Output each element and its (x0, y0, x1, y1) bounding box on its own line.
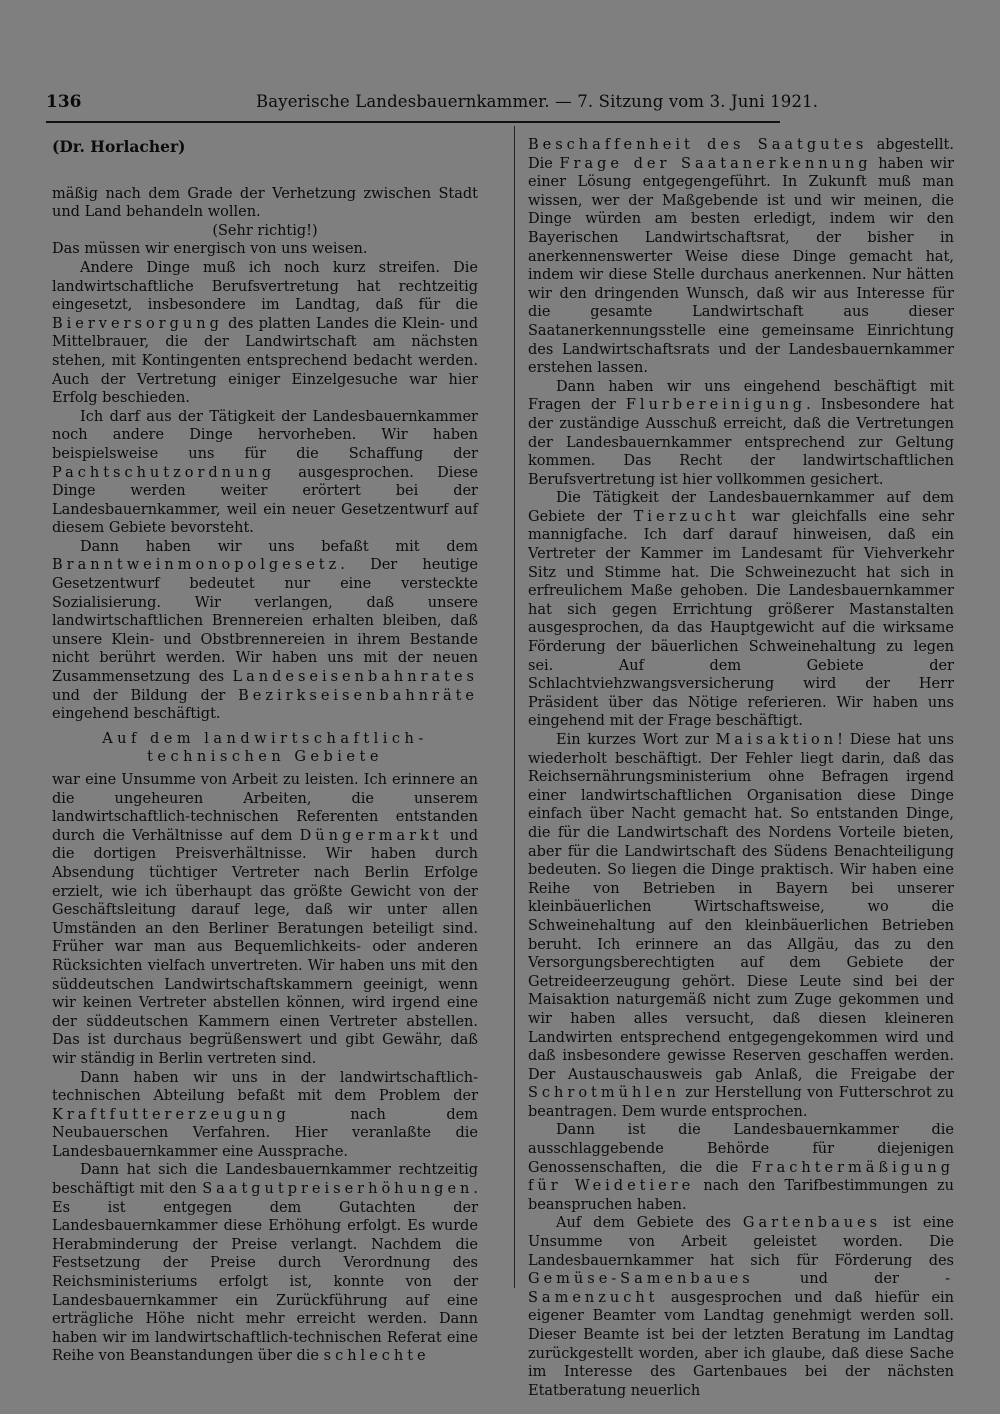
text-run: Ich darf aus der Tätigkeit der Landesbauernkammer noch andere Dinge hervorheben. Wir haben beispielsweise uns für die Schaffung der (52, 408, 478, 462)
text-run: zur Herstellung von Futterschrot zu beantragen. Dem wurde entsprochen. (528, 1085, 954, 1120)
page-header (46, 92, 819, 120)
text-run: haben wir einer Lösung entgegengeführt. In Zukunft muß man wissen, wer der Maßgebende ist und wir meinen, die Dinge würden am besten erledigt, indem wir den Bayerischen Landwirtschaftsrat, der bisher in anerkennenswerter Weise diese Dinge gemacht hat, indem wir diese Stelle durchaus anerkennen. Nur hätten wir den dringenden Wunsch, daß wir aus Interesse für die gesamte Landwirtschaft aus dieser Saatanerkennungsstelle eine gemeinsame Einrichtung des Landwirtschaftsrats und der Landesbauernkammer erstehen lassen. (528, 155, 955, 377)
text-run: des platten Landes die Klein- und Mittelbrauer, die der Landwirtschaft am nächsten stehen, mit Kontingenten entsprechend bedacht werden. Auch der Vertretung einiger Einzelgesuche war hier Erfolg beschieden. (52, 315, 478, 407)
paragraph (52, 771, 478, 1069)
paragraph (528, 378, 954, 490)
paragraph (528, 731, 954, 1121)
text-run: war eine Unsumme von Arbeit zu leisten. Ich erinnere an die ungeheuren Arbeiten, die unserem landwirtschaftlich-technischen Referenten entstanden durch die Verhältnisse auf dem (52, 772, 478, 844)
text-run: nach dem Neubauerschen Verfahren. Hier veranlaßte die Landesbauernkammer eine Aussprache. (52, 1106, 478, 1160)
text-run: Ein kurzes Wort zur (556, 732, 716, 748)
column-divider (514, 126, 515, 1288)
text-run: nach den Tarifbestimmungen zu beanspruchen haben. (528, 1178, 954, 1213)
spaced-term: Pachtschutzordnung (52, 464, 275, 481)
paragraph (52, 408, 478, 538)
paragraph (528, 489, 954, 731)
spaced-term: Flurbereinigung (625, 397, 807, 414)
text-run: Andere Dinge muß ich noch kurz streifen. Die landwirtschaftliche Berufsvertretung hat rechtzeitig eingesetzt, insbesondere im Landtag, daß für die (52, 259, 478, 314)
text-run: und der Bildung der (52, 687, 239, 704)
spaced-term: Gemüse-Samenbaues (528, 1271, 754, 1288)
text-run: . Der heutige Gesetzentwurf bedeutet nur eine versteckte Sozialisierung. Wir verlangen, daß unsere landwirtschaftlichen Brennereien erhalten bleiben, daß unsere Klein- und Obstbrennereien in ihrem Bestande nicht berührt werden. Wir haben uns mit der neuen Zusammensetzung des (52, 557, 478, 686)
spaced-term: Schrotmühlen (528, 1085, 680, 1102)
speaker-name: (Dr. Horlacher) (52, 137, 186, 156)
header-rule (46, 121, 780, 123)
text-run: Dann haben wir uns in der landwirtschaftlich-technischen Abteilung befaßt mit dem Problem der (52, 1069, 478, 1105)
paragraph: mäßig nach dem Grade der Verhetzung zwischen Stadt und Land behandeln wollen. (52, 185, 478, 221)
text-run: Dann haben wir uns befaßt mit dem (80, 538, 478, 555)
text-run: und der (753, 1271, 946, 1288)
right-column (528, 136, 954, 1400)
spaced-term: schlechte (323, 1348, 430, 1365)
spaced-term: Düngermarkt (299, 827, 443, 844)
spaced-term: Frage der Saatanerkennung (559, 155, 872, 172)
spaced-term: Bezirkseisenbahnräte (238, 687, 478, 704)
text-run: ausgesprochen. Diese Dinge werden weiter erörtert bei der Landesbauernkammer, weil ein neuer Gesetzentwurf auf diesem Gebiete bevorsteht. (52, 464, 478, 537)
spaced-term: Frachtermäßigung für Weidetiere (528, 1159, 954, 1195)
spaced-term: Maisaktion (715, 732, 838, 748)
spaced-term: Kraftfuttererzeugung (52, 1106, 290, 1123)
paragraph (52, 259, 478, 408)
text-run: Dann haben wir uns eingehend beschäftigt mit Fragen der (528, 378, 954, 414)
spaced-term: Beschaffenheit des Saatgutes (528, 137, 868, 153)
text-run: . Insbesondere hat der zuständige Ausschuß erreicht, daß die Vertretungen der Landesbauernkammer entsprechend zur Geltung kommen. Das Recht der landwirtschaftlichen Berufsvertretung ist hier vollkommen gesichert. (528, 397, 954, 488)
interjection: (Sehr richtig!) (212, 222, 318, 239)
left-column (52, 138, 478, 1366)
page-number: 136 (46, 92, 82, 112)
text-run: ! Diese hat uns wiederholt beschäftigt. Der Fehler liegt darin, daß das Reichsernährungsministerium ohne Befragen irgend einer landwirtschaftlichen Organisation diese Dinge einfach über Nacht gemacht hat. So entstanden Dinge, die für die Landwirtschaft des Nordens Vorteile bieten, aber für die Landwirtschaft des Südens Benachteiligung bedeuten. So liegen die Dinge praktisch. Wir haben eine Reihe von Betrieben in Bayern bei unserer kleinbäuerlichen Wirtschaftsweise, wo die Schweinehaltung auf den kleinbäuerlichen Betrieben beruht. Ich erinnere an das Allgäu, das zu den Versorgungsberechtigten auf dem Gebiete der Getreideerzeugung gehört. Diese Leute sind bei der Maisaktion naturgemäß nicht zum Zuge gekommen und wir haben alles versucht, daß diesen kleineren Landwirten entsprechend entgegengekommen wird und daß insbesondere gewisse Reserven geschaffen werden. Der Austauschausweis gab Anlaß, die Freigabe der (528, 732, 954, 1083)
text-run: und die dortigen Preisverhältnisse. Wir haben durch Absendung tüchtiger Vertreter nach Berlin Erfolge erzielt, wie ich überhaupt das größte Gewicht von der Geschäftsleitung darauf lege, daß wir unter allen Umständen an den Berliner Beratungen beteiligt sind. Früher war man aus Bequemlichkeits- oder anderen Rücksichten vielfach unvertreten. Wir haben uns mit den süddeutschen Landwirtschaftskammern geeinigt, wenn wir keinen Vertreter abstellen können, wird irgend eine der süddeutschen Kammern einen Vertreter abstellen. Das ist durchaus begrüßenswert und gibt Gewähr, daß wir ständig in Berlin vertreten sind. (52, 827, 478, 1067)
paragraph (52, 1161, 478, 1366)
spaced-term: Bierversorgung (52, 315, 223, 332)
text-run: Dann hat sich die Landesbauernkammer rechtzeitig beschäftigt mit den (52, 1162, 478, 1198)
section-heading: Auf dem landwirtschaftlich-technischen Gebiete (102, 730, 428, 766)
paragraph: Das müssen wir energisch von uns weisen. (52, 241, 368, 258)
text-run: abgestellt. Die (528, 137, 954, 172)
text-run: ausgesprochen und daß hiefür ein eigener Beamter vom Landtag genehmigt werden soll. Dieser Beamte ist bei der letzten Beratung im Landtag zurückgestellt worden, aber ich glaube, daß diese Sache im Interesse des Gartenbaues bei der nächsten Etatberatung neuerlich (528, 1289, 954, 1399)
spaced-term: Landeseisenbahnrates (232, 669, 478, 686)
text-run: . Es ist entgegen dem Gutachten der Landesbauernkammer diese Erhöhung erfolgt. Es wurde Herabminderung der Preise verlangt. Nachdem die Festsetzung der Preise durch Verordnung des Reichsministeriums erfolgt ist, konnte von der Landesbauernkammer ein Zurückführung auf eine erträgliche Höhe nicht mehr erreicht werden. Dann haben wir im landwirtschaftlich-technischen Referat eine Reihe von Beanstandungen über die (52, 1181, 478, 1365)
text-run: eingehend beschäftigt. (52, 706, 221, 723)
paragraph (528, 136, 954, 378)
text-run: Die Tätigkeit der Landesbauernkammer auf dem Gebiete der (528, 490, 954, 525)
paragraph (52, 538, 478, 724)
paragraph (528, 1121, 954, 1214)
text-run: Auf dem Gebiete des (556, 1215, 743, 1232)
text-run: Dann ist die Landesbauernkammer die ausschlaggebende Behörde für diejenigen Genossenschaften, die die (528, 1122, 954, 1176)
text-run: war gleichfalls eine sehr mannigfache. Ich darf darauf hinweisen, daß ein Vertreter der Kammer im Landesamt für Viehverkehr Sitz und Stimme hat. Die Schweinezucht hat sich in erfreulichem Maße gehoben. Die Landesbauernkammer hat sich gegen Errichtung größerer Mastanstalten ausgesprochen, da das Hauptgewicht auf die wirksame Förderung der bäuerlichen Schweinehaltung zu legen sei. Auf dem Gebiete der Schlachtviehzwangsversicherung wird der Herr Präsident über das Nötige referieren. Wir haben uns eingehend mit der Frage beschäftigt. (528, 508, 954, 730)
spaced-term: Tierzucht (633, 508, 740, 525)
text-run: ist eine Unsumme von Arbeit geleistet worden. Die Landesbauernkammer hat sich für Förderung des (528, 1215, 954, 1269)
spaced-term: Branntweinmonopolgesetz (52, 557, 341, 574)
paragraph (528, 1214, 954, 1400)
spaced-term: -Samenzucht (528, 1271, 954, 1306)
paragraph (52, 1069, 478, 1162)
running-head: Bayerische Landesbauernkammer. — 7. Sitzung vom 3. Juni 1921. (256, 92, 819, 111)
spaced-term: Saatgutpreiserhöhungen (202, 1181, 474, 1198)
spaced-term: Gartenbaues (742, 1215, 882, 1232)
